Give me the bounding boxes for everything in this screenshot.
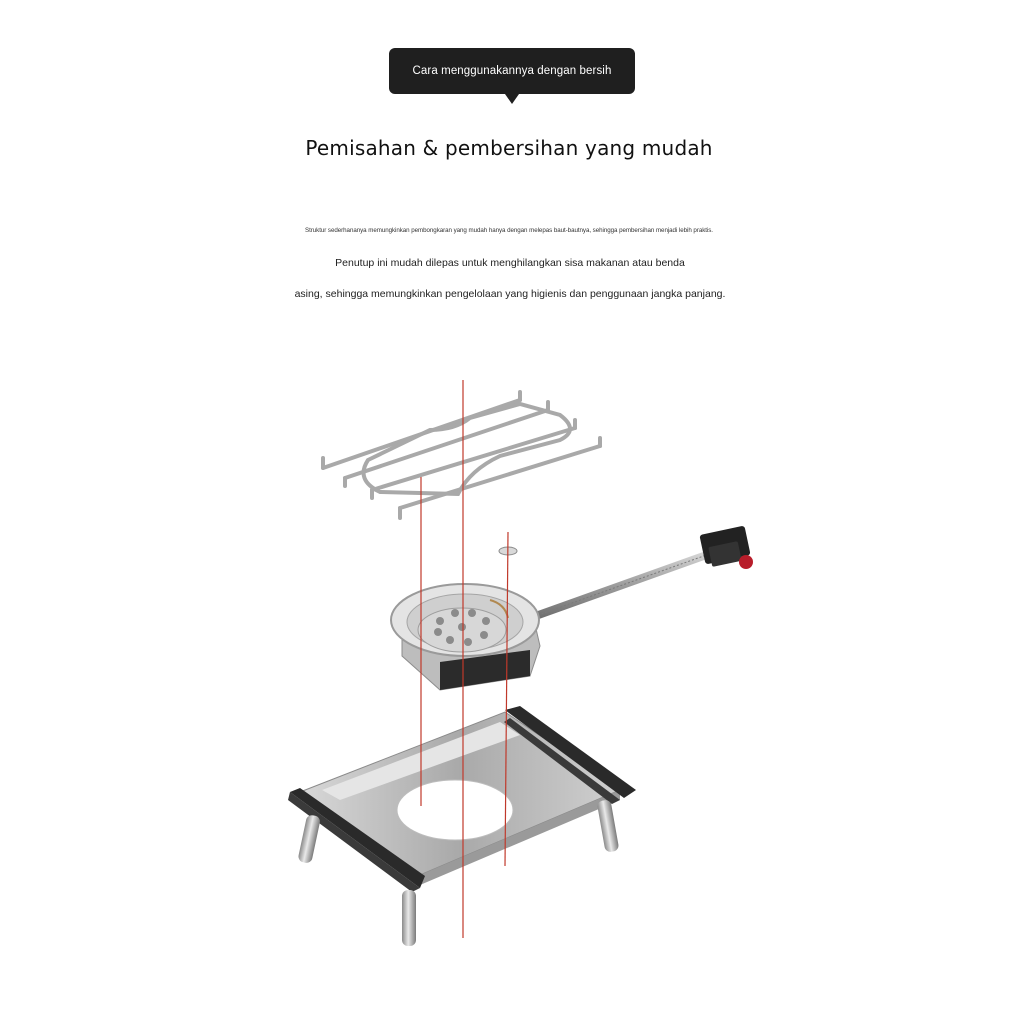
description-line-1: Penutup ini mudah dilepas untuk menghilangkan sisa makanan atau benda [335, 257, 685, 269]
grill-grate [323, 392, 600, 518]
page-title: Pemisahan & pembersihan yang mudah [305, 136, 713, 160]
tray-hole [397, 780, 513, 840]
valve-knob [739, 555, 753, 569]
bubble-text: Cara menggunakannya dengan bersih [412, 65, 612, 77]
description-line-2: asing, sehingga memungkinkan pengelolaan yang higienis dan penggunaan jangka panjang. [294, 288, 726, 300]
regulator-valve [699, 526, 753, 569]
gas-hose [530, 553, 712, 618]
windshield-tray [300, 712, 620, 885]
description-small-line: Struktur sederhananya memungkinkan pembongkaran yang mudah hanya dengan melepas baut-bautnya, sehingga pembersihan menjadi lebih praktis. [305, 227, 713, 234]
burner-head [391, 584, 540, 690]
